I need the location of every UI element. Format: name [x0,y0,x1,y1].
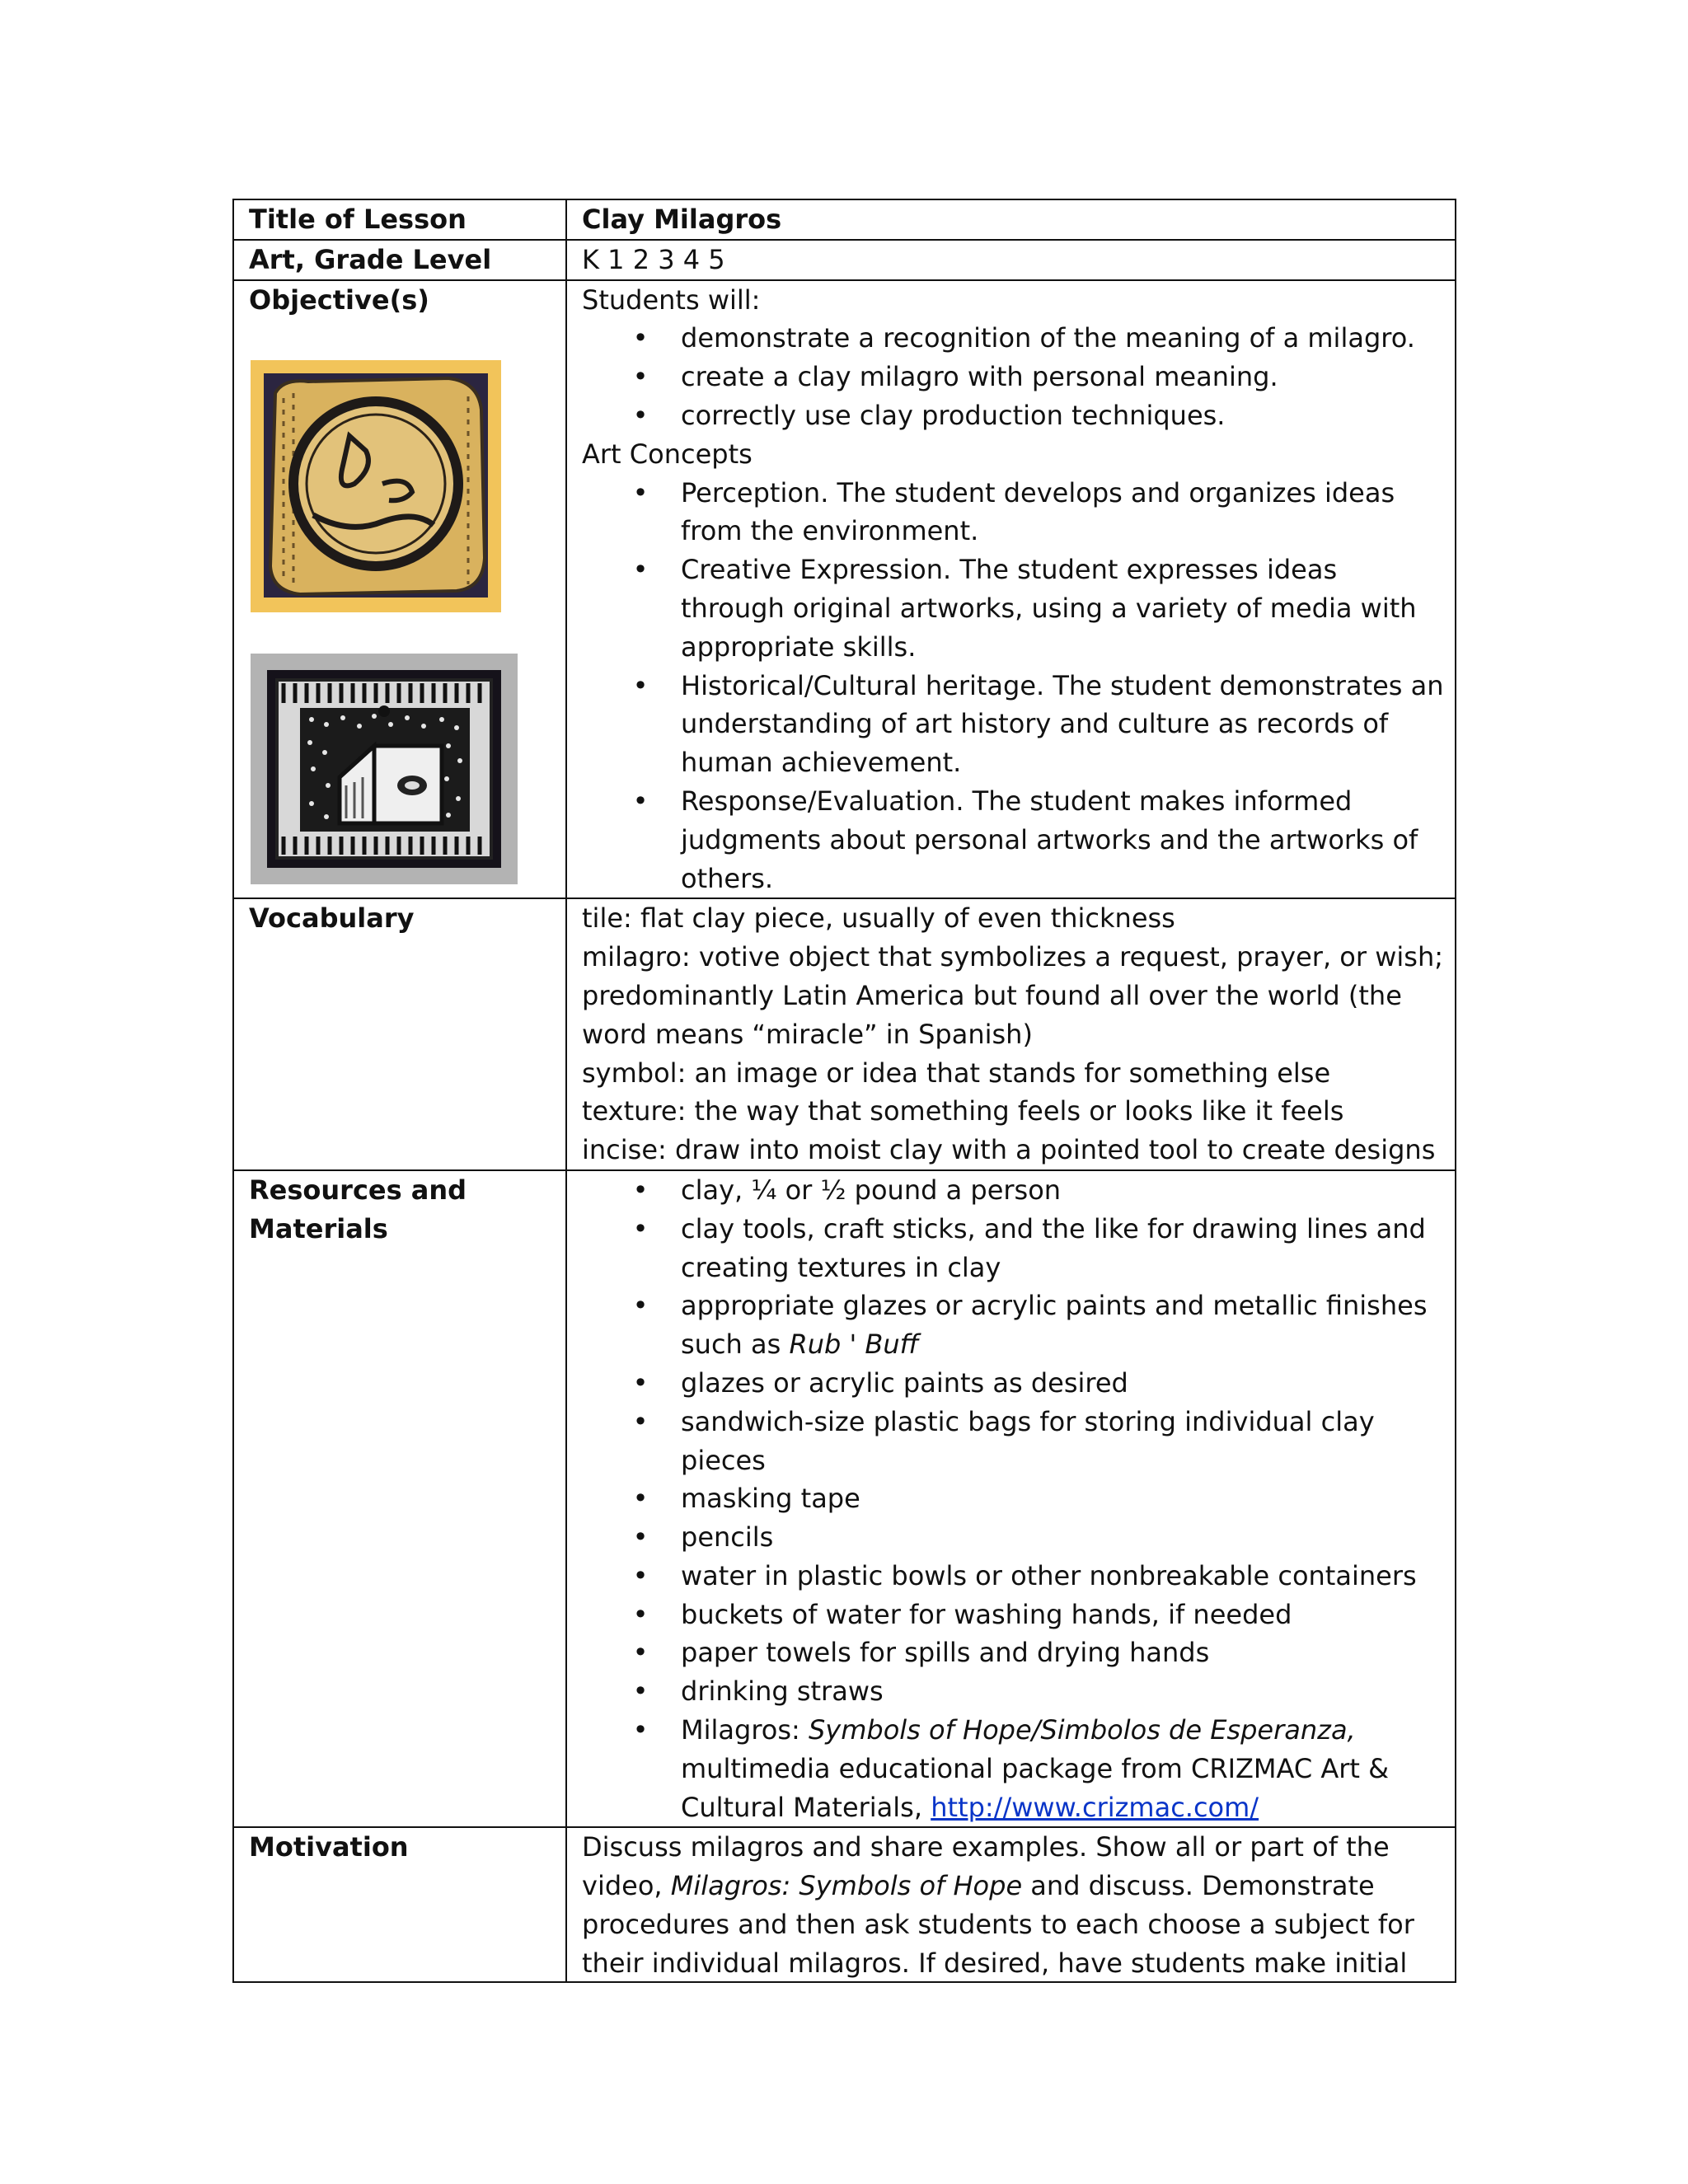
vocabulary-label: Vocabulary [233,898,566,1170]
list-item [582,1557,1447,1596]
bullet: • [632,669,649,701]
lesson-title: Clay Milagros [566,199,1456,240]
bullet: • [632,1290,649,1322]
bullet: • [632,399,649,431]
vocab-entry-symbol: symbol: an image or idea that stands for something else [582,1057,1331,1089]
objectives-list [582,319,1447,434]
concept-text: Creative Expression. The student expresses ideas through original artworks, using a variety of media with appropriate skills. [681,554,1417,663]
material-text: drinking straws [681,1675,884,1708]
row-vocabulary [233,898,1456,1170]
list-item [582,1210,1447,1287]
bullet: • [632,1675,649,1708]
row-grade [233,240,1456,280]
package-description: multimedia educational package from CRIZMAC Art & Cultural Materials, [681,1752,1390,1823]
milagro-tile-image-house [251,654,518,884]
row-motivation [233,1827,1456,1982]
material-text: Milagros: [681,1714,800,1746]
bullet: • [632,1521,649,1554]
list-item [582,319,1447,358]
resources-label: Resources and Materials [233,1170,566,1828]
list-item [582,1479,1447,1518]
row-objectives [233,280,1456,899]
objectives-label: Objective(s) [249,284,429,316]
list-item [582,782,1447,898]
bullet: • [632,1637,649,1669]
list-item [582,1171,1447,1210]
bullet: • [632,785,649,817]
list-item [582,1672,1447,1711]
bullet: • [632,554,649,586]
bullet: • [632,1483,649,1515]
bullet: • [632,1598,649,1630]
art-concepts-heading: Art Concepts [582,438,753,470]
list-item [582,1364,1447,1403]
material-text: clay, ¼ or ½ pound a person [681,1174,1062,1206]
list-item [582,1403,1447,1480]
material-text: glazes or acrylic paints as desired [681,1366,1128,1399]
objective-text: correctly use clay production techniques. [681,399,1226,431]
bullet: • [632,1405,649,1437]
materials-list [582,1171,1447,1827]
bullet: • [632,322,649,354]
bullet: • [632,361,649,393]
material-text: sandwich-size plastic bags for storing individual clay pieces [681,1405,1375,1476]
motivation-text [582,1828,1447,1981]
crizmac-link[interactable]: http://www.crizmac.com/ [931,1791,1259,1823]
motivation-content [566,1827,1456,1982]
bullet: • [632,1714,649,1746]
concept-text: Historical/Cultural heritage. The student demonstrates an understanding of art history and culture as records of human achievement. [681,669,1444,779]
list-item [582,667,1447,782]
motivation-text-end: and discuss. Demonstrate procedures and then ask students to each choose a subject for their individual milagros. If desired, have students make initial [582,1870,1414,1979]
objectives-content [566,280,1456,899]
vocabulary-content [566,898,1456,1170]
lesson-plan-table [232,199,1456,1983]
grade-label: Art, Grade Level [233,240,566,280]
vocab-entry-milagro: milagro: votive object that symbolizes a request, prayer, or wish; predominantly Latin America but found all over the world (the word means “miracle” in Spanish) [582,941,1443,1050]
material-text: paper towels for spills and drying hands [681,1637,1210,1669]
material-text: appropriate glazes or acrylic paints and metallic finishes such as [681,1290,1428,1361]
row-title [233,199,1456,240]
package-title: Symbols of Hope/Simbolos de Esperanza, [808,1714,1356,1746]
row-resources [233,1170,1456,1828]
concept-text: Perception. The student develops and organizes ideas from the environment. [681,476,1395,547]
objectives-cell [233,280,566,899]
bullet: • [632,1559,649,1591]
milagro-tile-image-yellow [251,360,501,612]
objective-text: create a clay milagro with personal meaning. [681,361,1278,393]
list-item [582,1633,1447,1672]
list-item [582,474,1447,551]
vocab-entry-incise: incise: draw into moist clay with a pointed tool to create designs [582,1134,1436,1166]
list-item [582,1711,1447,1826]
motivation-text-start: Discuss milagros and share examples. Show all or part of the video, [582,1831,1390,1902]
video-title: Milagros: Symbols of Hope [670,1870,1023,1902]
bullet: • [632,1174,649,1206]
motivation-label: Motivation [233,1827,566,1982]
lesson-plan-page [232,199,1456,1983]
concept-text: Response/Evaluation. The student makes informed judgments about personal artworks and the artworks of others. [681,785,1418,894]
material-text: clay tools, craft sticks, and the like for drawing lines and creating textures in clay [681,1212,1426,1283]
objective-text: demonstrate a recognition of the meaning of a milagro. [681,322,1415,354]
grade-levels: K 1 2 3 4 5 [566,240,1456,280]
art-concepts-list [582,474,1447,898]
product-name: Rub ' Buff [789,1329,919,1361]
list-item [582,358,1447,396]
bullet: • [632,476,649,509]
list-item [582,1518,1447,1557]
list-item [582,551,1447,666]
material-text: buckets of water for washing hands, if needed [681,1598,1292,1630]
material-text: masking tape [681,1483,860,1515]
vocab-entry-texture: texture: the way that something feels or looks like it feels [582,1095,1344,1127]
objectives-intro: Students will: [582,284,761,316]
material-text: pencils [681,1521,774,1554]
title-label: Title of Lesson [233,199,566,240]
resources-content [566,1170,1456,1828]
material-text: water in plastic bowls or other nonbreakable containers [681,1559,1417,1591]
list-item [582,1596,1447,1634]
list-item [582,1286,1447,1364]
vocab-entry-tile: tile: flat clay piece, usually of even thickness [582,902,1175,935]
list-item [582,396,1447,435]
bullet: • [632,1366,649,1399]
bullet: • [632,1212,649,1244]
